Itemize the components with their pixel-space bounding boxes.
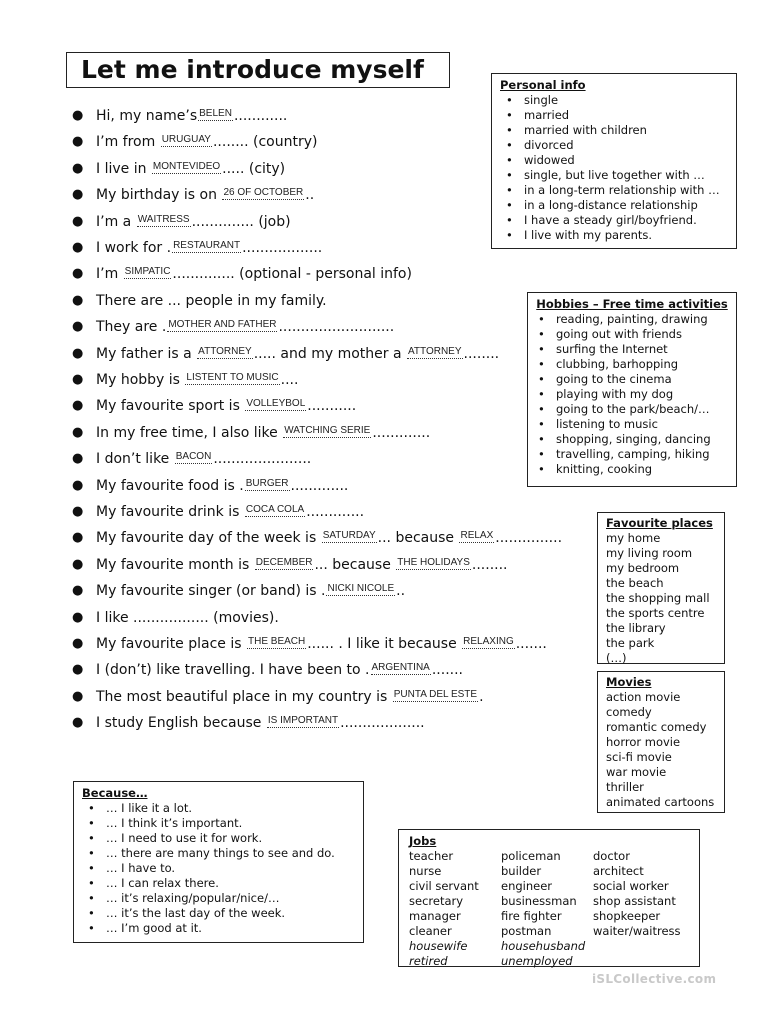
because-item: • … I think it’s important.: [82, 816, 355, 831]
handwritten-answer: URUGUAY: [161, 134, 211, 146]
question-text: [96, 107, 287, 125]
job-item: manager: [409, 909, 461, 923]
jobs-box: [398, 829, 700, 967]
job-item: waiter/waitress: [593, 924, 681, 938]
movie-item: thriller: [606, 780, 644, 794]
personal-info-item: • single: [500, 93, 728, 108]
bullet-icon: ●: [72, 556, 84, 572]
handwritten-answer: WATCHING SERIE: [284, 424, 371, 436]
question-prompt: .......: [431, 662, 463, 679]
question-text: [96, 133, 317, 151]
question-prompt: My favourite place is: [96, 636, 246, 652]
because-item: • … I can relax there.: [82, 876, 355, 891]
movie-item: horror movie: [606, 735, 681, 749]
job-item: postman: [501, 924, 552, 938]
job-item: nurse: [409, 864, 442, 878]
handwritten-answer: BURGER: [245, 477, 289, 489]
bullet-icon: ●: [72, 134, 84, 150]
question-prompt: I’m a: [96, 213, 136, 230]
question-text: [96, 397, 356, 415]
question-prompt: ..................: [242, 240, 323, 256]
bullet-icon: ●: [72, 530, 84, 546]
handwritten-answer: THE HOLIDAYS: [397, 556, 470, 568]
question-prompt: ...........: [307, 398, 357, 415]
because-item: • … I’m good at it.: [82, 921, 355, 936]
job-item: policeman: [501, 849, 561, 863]
job-item: unemployed: [501, 954, 573, 968]
hobby-item: • travelling, camping, hiking: [532, 447, 732, 462]
hobby-item: • knitting, cooking: [532, 462, 732, 477]
hobby-item: • shopping, singing, dancing: [532, 432, 732, 447]
question-prompt: I (don’t) like travelling. I have been to .: [96, 662, 370, 679]
job-item: housewife: [409, 939, 468, 953]
question-prompt: .............. (optional - personal info): [172, 266, 412, 283]
question-prompt: My favourite drink is: [96, 504, 244, 520]
job-item: civil servant: [409, 879, 479, 893]
movie-item: romantic comedy: [606, 720, 707, 734]
bullet-icon: ●: [72, 398, 84, 414]
hobby-item: • going out with friends: [532, 327, 732, 342]
bullet-icon: ●: [72, 240, 84, 255]
question-prompt: ...................: [340, 715, 425, 732]
personal-info-item: • in a long-distance relationship: [500, 198, 728, 213]
bullet-icon: ●: [72, 688, 84, 704]
personal-info-box: [491, 73, 737, 249]
hobby-item: • reading, painting, drawing: [532, 312, 732, 327]
question-prompt: .......: [515, 636, 547, 652]
watermark: iSLCollective.com: [592, 972, 717, 986]
question-prompt: ............: [233, 108, 288, 124]
favourite-places-box: [597, 512, 725, 664]
question-text: [96, 371, 298, 389]
hobby-item: • listening to music: [532, 417, 732, 432]
question-text: [96, 635, 547, 653]
question-prompt: ......................: [213, 451, 312, 468]
question-prompt: ... because: [377, 530, 459, 547]
question-text: [96, 160, 285, 178]
handwritten-answer: 26 OF OCTOBER: [223, 187, 304, 199]
place-item: (…): [606, 651, 627, 665]
movie-item: comedy: [606, 705, 652, 719]
question-prompt: ...... . I like it because: [307, 636, 462, 652]
bullet-icon: ●: [72, 715, 84, 731]
favourite-places-list: [606, 531, 716, 666]
handwritten-answer: BELEN: [199, 108, 232, 119]
bullet-icon: ●: [72, 583, 84, 599]
page-title: Let me introduce myself: [66, 52, 450, 88]
place-item: the sports centre: [606, 606, 705, 620]
bullet-icon: ●: [72, 477, 84, 493]
personal-info-list: [500, 93, 728, 243]
because-item: • … I have to.: [82, 861, 355, 876]
job-item: teacher: [409, 849, 454, 863]
movies-list: [606, 690, 716, 810]
movies-title: Movies: [606, 675, 652, 689]
movie-item: war movie: [606, 765, 667, 779]
personal-info-item: • single, but live together with …: [500, 168, 728, 183]
movies-box: [597, 671, 725, 813]
personal-info-item: • widowed: [500, 153, 728, 168]
handwritten-answer: ATTORNEY: [198, 345, 252, 357]
question-prompt: My hobby is: [96, 372, 185, 388]
question-prompt: I don’t like: [96, 451, 174, 468]
hobby-item: • playing with my dog: [532, 387, 732, 402]
bullet-icon: ●: [72, 213, 84, 229]
question-prompt: ....: [280, 372, 299, 388]
question-text: [96, 186, 314, 204]
question-text: [96, 213, 291, 231]
handwritten-answer: LISTENT TO MUSIC: [186, 372, 279, 383]
because-list: [82, 801, 355, 936]
question-prompt: I study English because: [96, 715, 266, 732]
handwritten-answer: BACON: [175, 451, 212, 463]
place-item: my home: [606, 531, 661, 545]
question-prompt: ... because: [314, 556, 396, 573]
bullet-icon: ●: [72, 160, 84, 176]
place-item: my living room: [606, 546, 693, 560]
place-item: the park: [606, 636, 655, 650]
question-prompt: I like ................. (movies).: [96, 609, 279, 626]
because-item: • … it’s the last day of the week.: [82, 906, 355, 921]
place-item: my bedroom: [606, 561, 680, 575]
question-text: [96, 477, 348, 495]
question-text: [96, 292, 327, 310]
question-prompt: .............: [306, 504, 365, 520]
question-prompt: ........: [463, 345, 500, 362]
job-item: shopkeeper: [593, 909, 661, 923]
personal-info-item: • I have a steady girl/boyfriend.: [500, 213, 728, 228]
question-prompt: My favourite day of the week is: [96, 530, 321, 547]
question-prompt: .............: [290, 477, 349, 494]
handwritten-answer: ATTORNEY: [407, 345, 462, 357]
job-item: businessman: [501, 894, 577, 908]
bullet-icon: ●: [72, 504, 84, 519]
jobs-column: [501, 849, 593, 969]
question-prompt: ..: [305, 187, 315, 204]
handwritten-answer: MOTHER AND FATHER: [168, 319, 277, 331]
job-item: fire fighter: [501, 909, 562, 923]
bullet-icon: ●: [72, 662, 84, 678]
because-item: • … I like it a lot.: [82, 801, 355, 816]
hobby-item: • going to the cinema: [532, 372, 732, 387]
question-prompt: I’m from: [96, 134, 160, 151]
question-prompt: ........: [471, 556, 508, 573]
job-item: doctor: [593, 849, 630, 863]
job-item: architect: [593, 864, 644, 878]
personal-info-item: • married: [500, 108, 728, 123]
job-item: social worker: [593, 879, 669, 893]
job-item: cleaner: [409, 924, 452, 938]
jobs-column: [409, 849, 501, 969]
hobby-item: • surfing the Internet: [532, 342, 732, 357]
favourite-places-title: Favourite places: [606, 516, 713, 530]
bullet-icon: ●: [72, 108, 84, 123]
handwritten-answer: DECEMBER: [255, 556, 313, 568]
question-prompt: My father is a: [96, 345, 197, 362]
question-prompt: ...............: [495, 530, 563, 547]
movie-item: sci-fi movie: [606, 750, 672, 764]
bullet-icon: ●: [72, 292, 84, 308]
jobs-columns: [409, 849, 689, 969]
handwritten-answer: NICKI NICOLE: [327, 583, 395, 595]
handwritten-answer: VOLLEYBOL: [246, 398, 306, 410]
question-prompt: My favourite month is: [96, 556, 254, 573]
personal-info-item: • divorced: [500, 138, 728, 153]
personal-info-item: • in a long-term relationship with …: [500, 183, 728, 198]
question-text: [96, 661, 463, 679]
question-prompt: I work for .: [96, 240, 172, 256]
question-text: [96, 688, 484, 706]
place-item: the library: [606, 621, 666, 635]
question-prompt: My favourite food is .: [96, 477, 244, 494]
hobbies-list: [532, 312, 732, 477]
question-text: [96, 609, 279, 627]
question-prompt: They are .: [96, 319, 167, 336]
jobs-title: Jobs: [409, 834, 437, 848]
question-prompt: My favourite singer (or band) is .: [96, 583, 326, 600]
jobs-column: [593, 849, 685, 969]
handwritten-answer: IS IMPORTANT: [267, 715, 339, 727]
bullet-icon: ●: [72, 636, 84, 651]
job-item: househusband: [501, 939, 586, 953]
handwritten-answer: ARGENTINA: [371, 662, 430, 674]
handwritten-answer: RELAXING: [463, 636, 514, 647]
question-prompt: The most beautiful place in my country is: [96, 688, 392, 705]
question-text: [96, 345, 499, 363]
personal-info-item: • I live with my parents.: [500, 228, 728, 243]
handwritten-answer: RELAX: [460, 530, 494, 542]
hobby-item: • going to the park/beach/…: [532, 402, 732, 417]
question-text: [96, 450, 311, 468]
question-prompt: ........ (country): [212, 134, 318, 151]
job-item: retired: [409, 954, 448, 968]
handwritten-answer: RESTAURANT: [173, 240, 241, 251]
hobbies-box: [527, 292, 737, 487]
question-text: [96, 265, 412, 283]
question-prompt: I live in: [96, 160, 151, 177]
question-prompt: In my free time, I also like: [96, 424, 283, 441]
because-box: [73, 781, 364, 943]
bullet-icon: ●: [72, 187, 84, 203]
question-text: [96, 556, 508, 574]
bullet-icon: ●: [72, 345, 84, 361]
bullet-icon: ●: [72, 372, 84, 387]
job-item: engineer: [501, 879, 553, 893]
hobby-item: • clubbing, barhopping: [532, 357, 732, 372]
handwritten-answer: MONTEVIDEO: [152, 160, 221, 172]
bullet-icon: ●: [72, 319, 84, 335]
question-text: [96, 239, 322, 257]
question-text: [96, 424, 430, 442]
question-prompt: My birthday is on: [96, 187, 222, 204]
question-text: [96, 582, 405, 600]
question-text: [96, 503, 364, 521]
job-item: secretary: [409, 894, 464, 908]
handwritten-answer: SATURDAY: [322, 530, 376, 542]
question-text: [96, 529, 562, 547]
personal-info-item: • married with children: [500, 123, 728, 138]
job-item: shop assistant: [593, 894, 676, 908]
question-prompt: ..........................: [278, 319, 395, 336]
question-prompt: .: [479, 688, 484, 705]
job-item: builder: [501, 864, 542, 878]
place-item: the beach: [606, 576, 664, 590]
bullet-icon: ●: [72, 451, 84, 467]
bullet-icon: ●: [72, 609, 84, 625]
bullet-icon: ●: [72, 424, 84, 440]
hobbies-title: Hobbies – Free time activities: [536, 297, 728, 311]
because-title: Because…: [82, 786, 148, 800]
movie-item: action movie: [606, 690, 681, 704]
question-prompt: ..... and my mother a: [253, 345, 406, 362]
question-prompt: My favourite sport is: [96, 398, 245, 415]
handwritten-answer: THE BEACH: [248, 636, 306, 647]
question-prompt: Hi, my name’s: [96, 108, 198, 124]
question-prompt: I’m: [96, 266, 123, 283]
handwritten-answer: PUNTA DEL ESTE: [393, 688, 478, 700]
question-prompt: ..: [396, 583, 406, 600]
because-item: • … I need to use it for work.: [82, 831, 355, 846]
question-prompt: .............: [372, 424, 431, 441]
question-text: [96, 318, 394, 336]
personal-info-title: Personal info: [500, 78, 586, 92]
because-item: • … there are many things to see and do.: [82, 846, 355, 861]
question-prompt: .............. (job): [191, 213, 291, 230]
handwritten-answer: WAITRESS: [137, 213, 190, 225]
handwritten-answer: COCA COLA: [245, 504, 305, 515]
question-prompt: ..... (city): [222, 160, 286, 177]
because-item: • … it’s relaxing/popular/nice/…: [82, 891, 355, 906]
bullet-icon: ●: [72, 266, 84, 282]
place-item: the shopping mall: [606, 591, 710, 605]
handwritten-answer: SIMPATIC: [124, 266, 171, 278]
question-prompt: There are ... people in my family.: [96, 292, 327, 309]
question-text: [96, 714, 425, 732]
movie-item: animated cartoons: [606, 795, 715, 809]
